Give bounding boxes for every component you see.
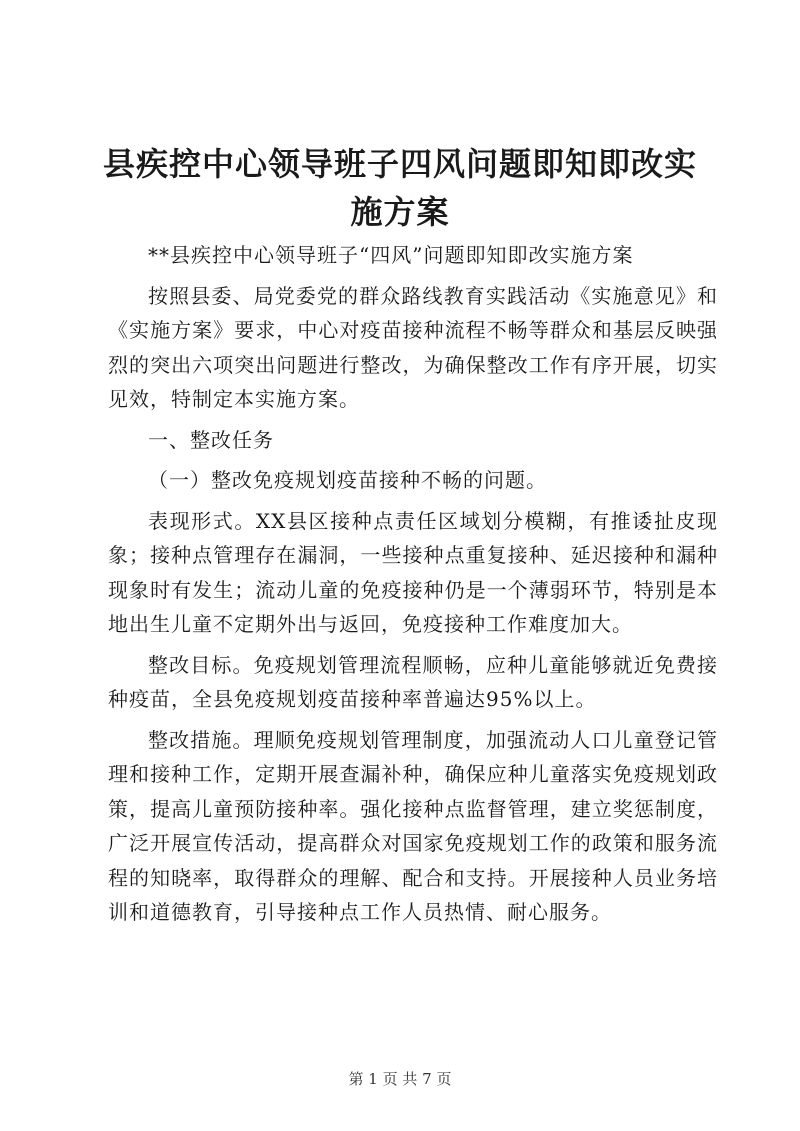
paragraph-measures: 整改措施。理顺免疫规划管理制度，加强流动人口儿童登记管理和接种工作，定期开展查漏补种，确保应种儿童落实免疫规划政策，提高儿童预防接种率。强化接种点监督管理，建立奖惩制度，广泛开展宣传活动，提高群众对国家免疫规划工作的政策和服务流程的知晓率，取得群众的理解、配合和支持。开展接种人员业务培训和道德教育，引导接种点工作人员热情、耐心服务。 [108, 727, 718, 924]
document-title: 县疾控中心领导班子四风问题即知即改实施方案 [102, 145, 697, 231]
page-number-footer: 第 1 页 共 7 页 [348, 1070, 452, 1088]
paragraph-subtitle: **县疾控中心领导班子“四风”问题即知即改实施方案 [148, 243, 634, 267]
subsection-heading: （一）整改免疫规划疫苗接种不畅的问题。 [148, 468, 547, 492]
section-heading: 一、整改任务 [148, 427, 274, 452]
paragraph-manifestation: 表现形式。XX县区接种点责任区域划分模糊，有推诿扯皮现象；接种点管理存在漏洞，一些接种点重复接种、延迟接种和漏种现象时有发生；流动儿童的免疫接种仍是一个薄弱环节，特别是本地出生儿童不定期外出与返回，免疫接种工作难度加大。 [108, 508, 718, 636]
paragraph-target: 整改目标。免疫规划管理流程顺畅，应种儿童能够就近免费接种疫苗，全县免疫规划疫苗接种率普遍达95%以上。 [108, 652, 718, 711]
document-body [108, 238, 718, 930]
paragraph-intro: 按照县委、局党委党的群众路线教育实践活动《实施意见》和《实施方案》要求，中心对疫苗接种流程不畅等群众和基层反映强烈的突出六项突出问题进行整改，为确保整改工作有序开展，切实见效，特制定本实施方案。 [108, 283, 718, 411]
